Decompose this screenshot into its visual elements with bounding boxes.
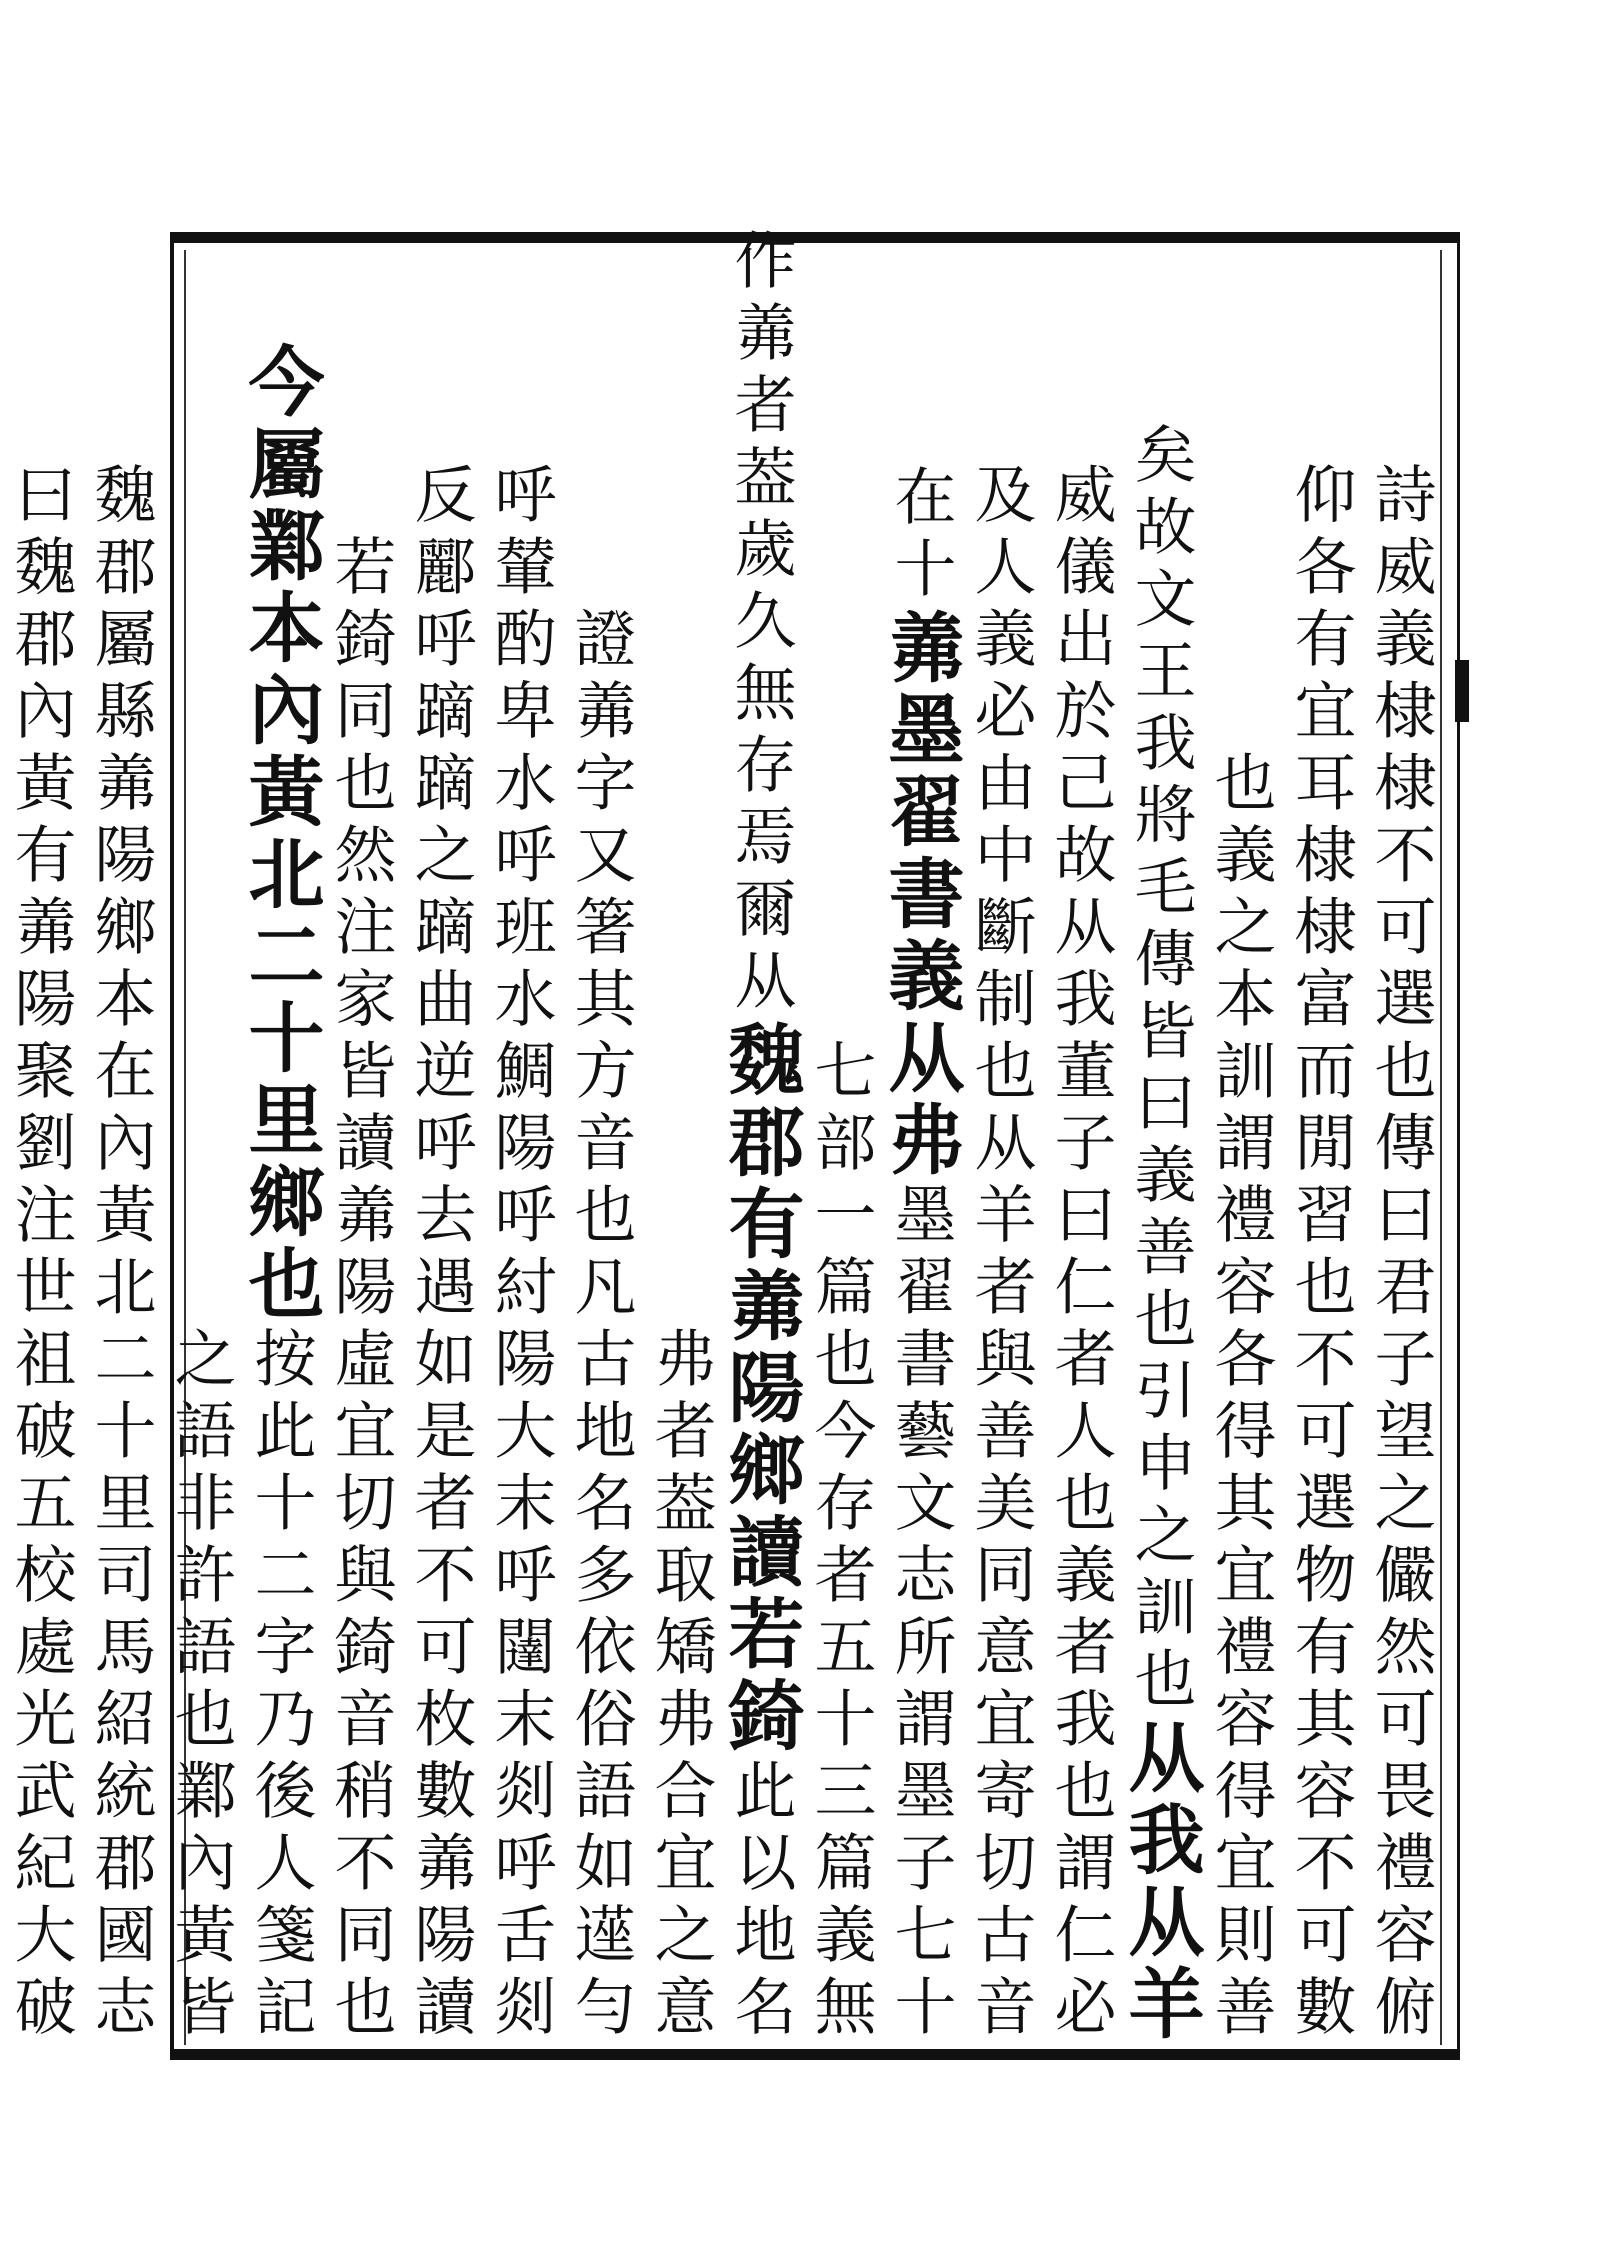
text-column: 也義之本訓謂禮容各得其宜禮容得宜則善 xyxy=(1204,750,1277,2046)
outer-rule xyxy=(1440,250,1442,2045)
headword-text: 今屬鄴本內黃北二十里鄉也 xyxy=(236,342,325,1326)
headword-text: 从我从羊 xyxy=(1116,1718,1205,2046)
text-column: 證羛字又箸其方音也凡古地名多依俗語如遳勻 xyxy=(564,606,637,2046)
annotation-text: 在十 xyxy=(884,464,957,608)
text-column: 若錡同也然注家皆讀羛陽虛宜切與錡音稍不同也 xyxy=(324,534,397,2046)
text-body xyxy=(4,228,1440,2046)
headword-text: 魏郡有羛陽鄉讀若錡 xyxy=(716,1020,805,1758)
text-column xyxy=(1116,246,1205,2046)
text-column: 呼輦酌卑水呼班水鯛陽呼紂陽大末呼闥末剡呼舌剡 xyxy=(484,462,557,2046)
annotation-text: 按此十二字乃後人箋記 xyxy=(244,1326,317,2046)
text-column: 之語非許語也鄴內黃皆 xyxy=(164,1326,237,2046)
text-column: 威儀出於己故从我董子曰仁者人也義者我也謂仁必 xyxy=(1044,462,1117,2046)
annotation-text: 此以地名 xyxy=(724,1758,797,2046)
annotation-text: 墨翟書藝文志所謂墨子七十 xyxy=(884,1182,957,2046)
text-column: 魏郡屬縣羛陽鄉本在內黃北二十里司馬紹統郡國志 xyxy=(84,462,157,2046)
text-column xyxy=(716,228,805,2046)
text-column: 七部一篇也今存者五十三篇義無 xyxy=(804,1038,877,2046)
text-column: 曰魏郡內黃有羛陽聚劉注世祖破五校處光武紀大破 xyxy=(4,462,77,2046)
text-column: 及人義必由中斷制也从羊者與善美同意宜寄切古音 xyxy=(964,462,1037,2046)
text-column: 詩威義棣棣不可選也傳曰君子望之儼然可畏禮容俯 xyxy=(1364,462,1437,2046)
headword-text: 羛墨翟書義从弗 xyxy=(876,608,965,1182)
annotation-text: 作羛者葢歲久無存焉爾从 xyxy=(724,228,797,1020)
text-column: 弗者葢取矯弗合宜之意 xyxy=(644,1326,717,2046)
text-column xyxy=(236,246,325,2046)
text-column: 仰各有宜耳棣棣富而閒習也不可選物有其容不可數 xyxy=(1284,462,1357,2046)
text-column: 反酈呼蹢蹢之蹢曲逆呼去遇如是者不可枚數羛陽讀 xyxy=(404,462,477,2046)
annotation-text: 矣故文王我將毛傳皆曰義善也引申之訓也 xyxy=(1124,422,1197,1718)
text-column xyxy=(876,246,965,2046)
margin-marker xyxy=(1455,660,1469,722)
